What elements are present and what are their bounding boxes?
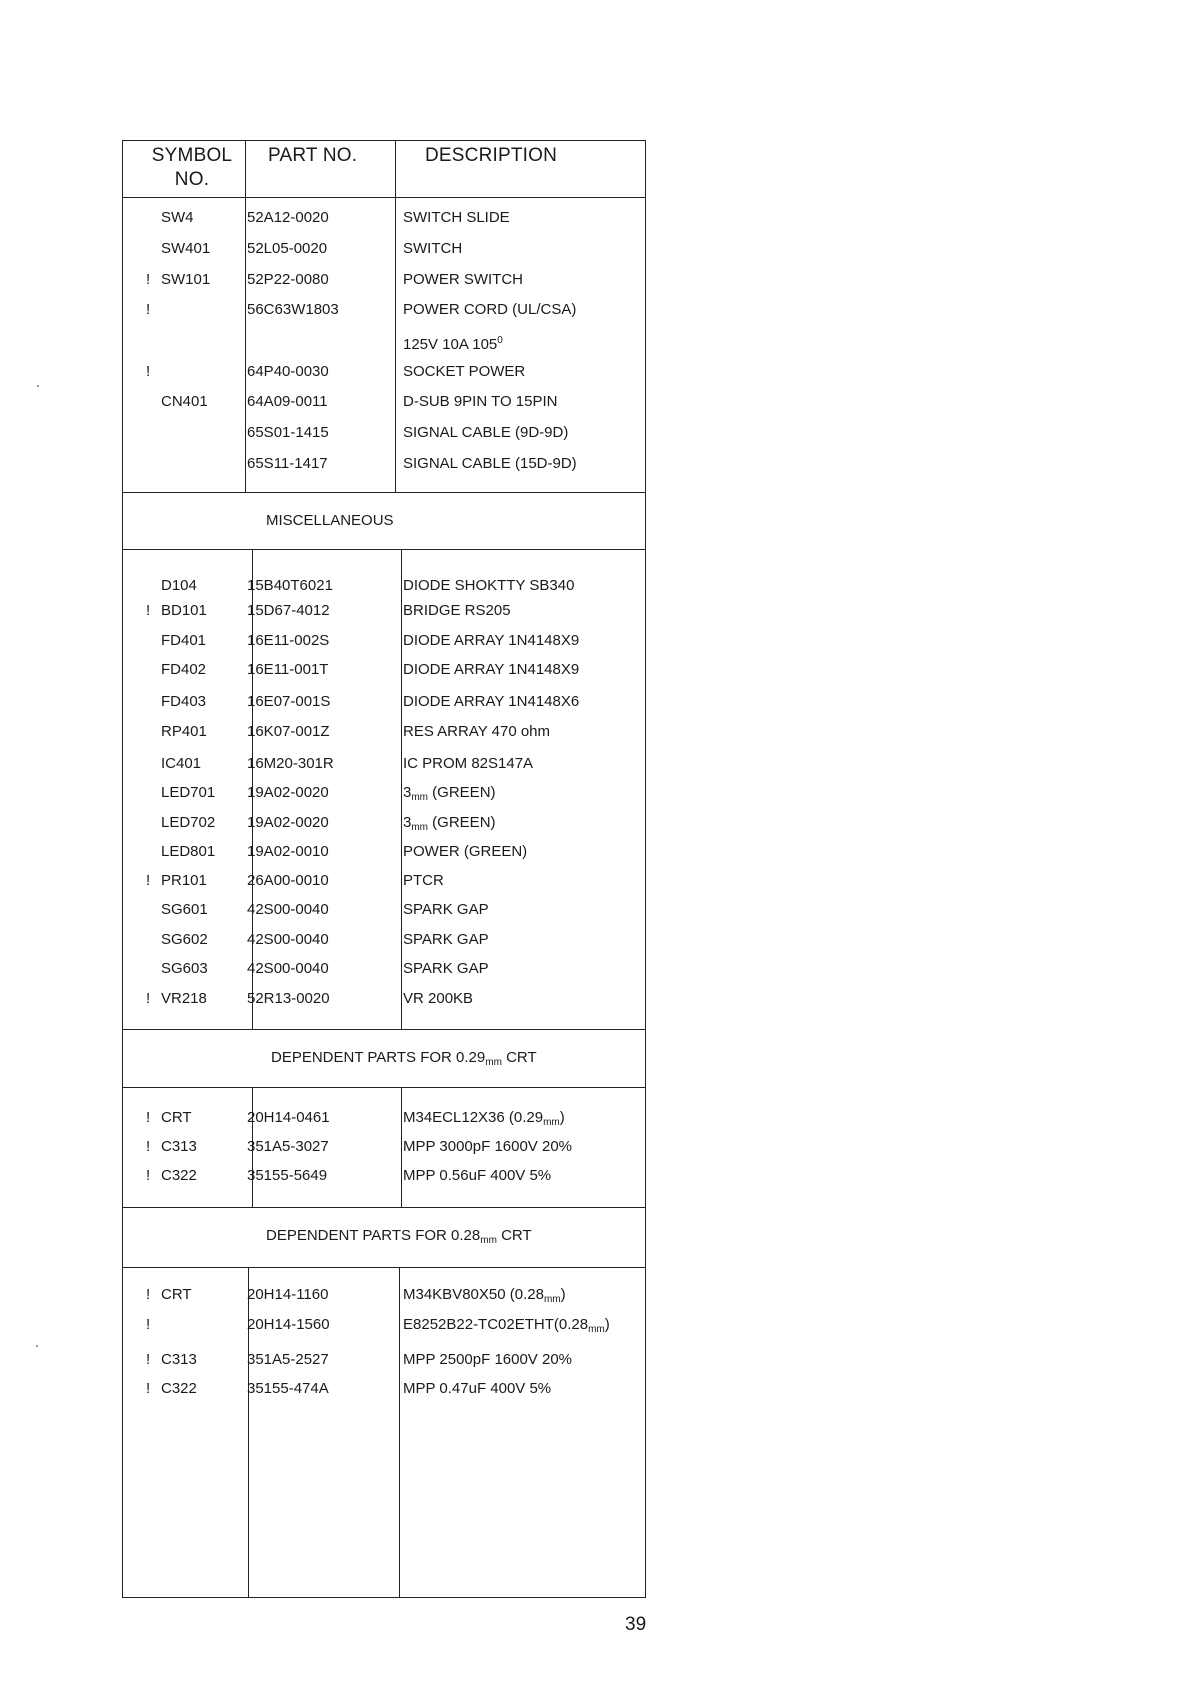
part-number-cell: 15D67-4012 <box>247 602 330 619</box>
part-number-cell: 42S00-0040 <box>247 931 329 948</box>
symbol-cell: SG603 <box>161 960 208 977</box>
symbol-cell: IC401 <box>161 755 202 772</box>
description-cell <box>403 1286 566 1309</box>
symbol-cell: SW401 <box>161 240 211 257</box>
symbol-cell: FD402 <box>161 661 207 678</box>
symbol-cell: C322 <box>161 1167 197 1184</box>
description-text: PTCR <box>403 872 444 889</box>
header-symbol <box>123 144 261 192</box>
description-text: MPP 2500pF 1600V 20% <box>403 1351 573 1368</box>
description-text: DIODE SHOKTTY SB340 <box>403 577 575 594</box>
symbol-cell: C322 <box>161 1380 197 1397</box>
symbol-cell: LED801 <box>161 843 216 860</box>
part-number-cell: 52R13-0020 <box>247 990 330 1007</box>
scan-speck <box>37 385 39 387</box>
description-value: 3 <box>403 814 412 831</box>
description-cell <box>403 784 496 807</box>
band-dependent-029 <box>271 1049 537 1072</box>
part-number-cell: 20H14-0461 <box>247 1109 330 1126</box>
symbol-cell: C313 <box>161 1351 197 1368</box>
symbol-cell: VR218 <box>161 990 207 1007</box>
warning-mark: ! <box>146 1380 151 1397</box>
vline-s2-2 <box>401 550 402 1029</box>
description-unit: mm <box>411 822 429 833</box>
header-description: DESCRIPTION <box>425 145 558 166</box>
description-cell <box>403 209 510 227</box>
description-text: RES ARRAY 470 ohm <box>403 723 551 740</box>
symbol-cell: CN401 <box>161 393 208 410</box>
part-number-cell: 16M20-301R <box>247 755 334 772</box>
description-cell <box>403 693 579 711</box>
description-text: SOCKET POWER <box>403 363 526 380</box>
warning-mark: ! <box>146 271 151 288</box>
description-superscript: 0 <box>497 335 503 346</box>
symbol-cell: PR101 <box>161 872 207 889</box>
part-number-cell: 42S00-0040 <box>247 901 329 918</box>
description-text: 125V 10A 105 <box>403 336 498 353</box>
description-text: POWER (GREEN) <box>403 843 528 860</box>
band-029-unit: mm <box>485 1057 502 1068</box>
part-number-cell: 56C63W1803 <box>247 301 339 318</box>
description-text: (GREEN) <box>428 814 496 831</box>
part-number-cell: 65S01-1415 <box>247 424 329 441</box>
warning-mark: ! <box>146 1316 151 1333</box>
part-number-cell: 20H14-1160 <box>247 1286 329 1303</box>
page-number: 39 <box>625 1614 647 1635</box>
description-cell <box>403 901 489 919</box>
header-symbol-line1: SYMBOL <box>151 145 233 166</box>
description-text: SIGNAL CABLE (15D-9D) <box>403 455 577 472</box>
description-suffix: ) <box>560 1286 566 1303</box>
part-number-cell: 64A09-0011 <box>247 393 328 410</box>
band-028-suffix: CRT <box>496 1227 532 1244</box>
description-cell <box>403 632 579 650</box>
description-text: MPP 3000pF 1600V 20% <box>403 1138 573 1155</box>
divider-028-top <box>123 1207 645 1208</box>
band-029-suffix: CRT <box>501 1049 537 1066</box>
description-text: SPARK GAP <box>403 931 489 948</box>
description-text: SWITCH SLIDE <box>403 209 510 226</box>
part-number-cell: 52L05-0020 <box>247 240 328 257</box>
description-cell <box>403 577 574 595</box>
warning-mark: ! <box>146 602 151 619</box>
header-symbol-line2: NO. <box>174 169 210 190</box>
description-text: DIODE ARRAY 1N4148X9 <box>403 632 580 649</box>
warning-mark: ! <box>146 1286 151 1303</box>
vline-s3-2 <box>401 1088 402 1207</box>
description-text: POWER SWITCH <box>403 271 523 288</box>
scan-speck <box>36 1345 38 1347</box>
description-cell <box>403 1109 565 1132</box>
band-028-text: DEPENDENT PARTS FOR 0.28 <box>266 1227 481 1244</box>
description-text: M34KBV80X50 (0.28 <box>403 1286 544 1303</box>
symbol-cell: SG602 <box>161 931 208 948</box>
description-cell <box>403 1351 572 1369</box>
description-unit: mm <box>411 792 429 803</box>
symbol-cell: SW101 <box>161 271 211 288</box>
part-number-cell: 351A5-3027 <box>247 1138 329 1155</box>
description-text: D-SUB 9PIN TO 15PIN <box>403 393 558 410</box>
part-number-cell: 35155-474A <box>247 1380 329 1397</box>
description-text: M34ECL12X36 (0.29 <box>403 1109 544 1126</box>
warning-mark: ! <box>146 301 151 318</box>
symbol-cell: CRT <box>161 1109 192 1126</box>
symbol-cell: FD403 <box>161 693 207 710</box>
vline-s4-2 <box>399 1268 400 1598</box>
description-cell <box>403 960 489 978</box>
part-number-cell: 65S11-1417 <box>247 455 328 472</box>
part-number-cell: 64P40-0030 <box>247 363 329 380</box>
description-text: SPARK GAP <box>403 901 489 918</box>
description-text: DIODE ARRAY 1N4148X6 <box>403 693 580 710</box>
description-value: 3 <box>403 784 412 801</box>
header-part-no: PART NO. <box>268 145 358 166</box>
band-028-unit: mm <box>480 1235 497 1246</box>
description-text: SIGNAL CABLE (9D-9D) <box>403 424 569 441</box>
band-dependent-028 <box>266 1227 532 1250</box>
description-cell <box>403 1167 551 1185</box>
parts-table <box>122 140 646 1598</box>
part-number-cell: 15B40T6021 <box>247 577 333 594</box>
warning-mark: ! <box>146 872 151 889</box>
part-number-cell: 26A00-0010 <box>247 872 329 889</box>
symbol-cell: D104 <box>161 577 197 594</box>
description-cell <box>403 872 444 890</box>
divider-029-bottom <box>123 1087 645 1088</box>
warning-mark: ! <box>146 1167 151 1184</box>
description-text: BRIDGE RS205 <box>403 602 511 619</box>
symbol-cell: LED701 <box>161 784 216 801</box>
description-cell <box>403 424 568 442</box>
divider-misc-top <box>123 492 645 493</box>
description-cell <box>403 723 550 741</box>
description-unit: mm <box>543 1117 560 1128</box>
description-text: E8252B22-TC02ETHT(0.28 <box>403 1316 589 1333</box>
description-cell <box>403 1138 572 1156</box>
vline-header-1 <box>245 141 246 198</box>
description-cell <box>403 814 496 837</box>
description-cell <box>403 843 527 861</box>
description-text: DIODE ARRAY 1N4148X9 <box>403 661 580 678</box>
symbol-cell: FD401 <box>161 632 207 649</box>
description-cell <box>403 455 577 473</box>
description-unit: mm <box>588 1324 605 1335</box>
divider-misc-bottom <box>123 549 645 550</box>
description-cell <box>403 1316 610 1339</box>
band-miscellaneous: MISCELLANEOUS <box>266 512 394 529</box>
symbol-cell: SW4 <box>161 209 194 226</box>
symbol-cell: C313 <box>161 1138 197 1155</box>
part-number-cell: 42S00-0040 <box>247 960 329 977</box>
header-divider <box>123 197 645 198</box>
symbol-cell: LED702 <box>161 814 216 831</box>
part-number-cell: 16E11-001T <box>247 661 329 678</box>
band-029-text: DEPENDENT PARTS FOR 0.29 <box>271 1049 486 1066</box>
description-cell <box>403 301 576 319</box>
description-text: POWER CORD (UL/CSA) <box>403 301 577 318</box>
description-text: MPP 0.56uF 400V 5% <box>403 1167 552 1184</box>
description-cell <box>403 602 511 620</box>
warning-mark: ! <box>146 1109 151 1126</box>
description-cell <box>403 332 503 354</box>
symbol-cell: SG601 <box>161 901 208 918</box>
description-cell <box>403 271 523 289</box>
part-number-cell: 19A02-0010 <box>247 843 329 860</box>
part-number-cell: 20H14-1560 <box>247 1316 330 1333</box>
warning-mark: ! <box>146 1138 151 1155</box>
symbol-cell: RP401 <box>161 723 207 740</box>
part-number-cell: 19A02-0020 <box>247 784 329 801</box>
part-number-cell: 52P22-0080 <box>247 271 329 288</box>
description-cell <box>403 755 533 773</box>
description-text: IC PROM 82S147A <box>403 755 534 772</box>
divider-029-top <box>123 1029 645 1030</box>
warning-mark: ! <box>146 363 151 380</box>
warning-mark: ! <box>146 990 151 1007</box>
vline-s1-2 <box>395 198 396 492</box>
symbol-cell: BD101 <box>161 602 207 619</box>
part-number-cell: 19A02-0020 <box>247 814 329 831</box>
description-cell <box>403 363 525 381</box>
part-number-cell: 35155-5649 <box>247 1167 328 1184</box>
description-text: SWITCH <box>403 240 463 257</box>
description-unit: mm <box>543 1294 561 1305</box>
description-text: (GREEN) <box>428 784 496 801</box>
part-number-cell: 16E11-002S <box>247 632 330 649</box>
symbol-cell: CRT <box>161 1286 192 1303</box>
warning-mark: ! <box>146 1351 151 1368</box>
description-suffix: ) <box>604 1316 610 1333</box>
description-cell <box>403 1380 551 1398</box>
description-suffix: ) <box>559 1109 565 1126</box>
part-number-cell: 16K07-001Z <box>247 723 330 740</box>
description-text: SPARK GAP <box>403 960 489 977</box>
part-number-cell: 351A5-2527 <box>247 1351 329 1368</box>
description-cell <box>403 240 462 258</box>
vline-header-2 <box>395 141 396 198</box>
description-text: MPP 0.47uF 400V 5% <box>403 1380 552 1397</box>
description-cell <box>403 931 489 949</box>
part-number-cell: 16E07-001S <box>247 693 331 710</box>
description-cell <box>403 393 558 411</box>
vline-s1-1 <box>245 198 246 492</box>
divider-028-bottom <box>123 1267 645 1268</box>
description-text: VR 200KB <box>403 990 474 1007</box>
description-cell <box>403 661 579 679</box>
part-number-cell: 52A12-0020 <box>247 209 329 226</box>
description-cell <box>403 990 473 1008</box>
